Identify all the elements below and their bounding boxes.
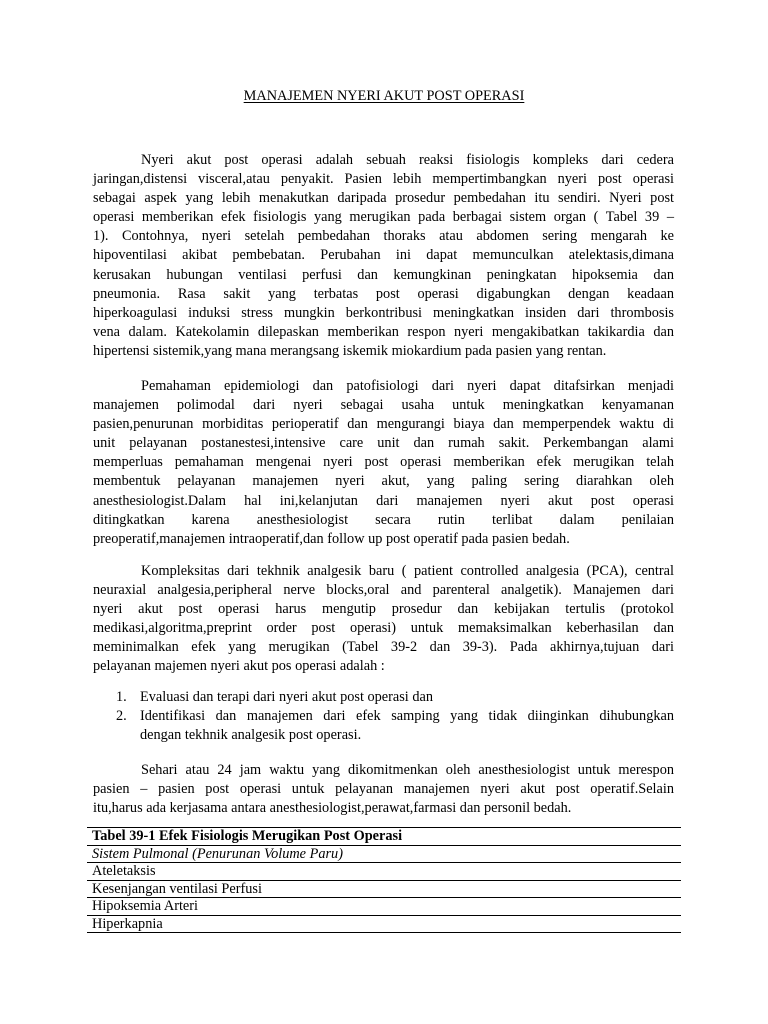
- table-row: [87, 880, 681, 898]
- table-title: Tabel 39-1 Efek Fisiologis Merugikan Post Operasi: [87, 828, 681, 846]
- paragraph-line: manajemen polimodal dari nyeri sebagai usaha untuk meningkatkan kenyamanan: [93, 397, 674, 414]
- paragraph-line: itu,harus ada kerjasama antara anesthesiologist,perawat,farmasi dan personil bedah.: [93, 800, 572, 817]
- goals-list: [116, 688, 674, 745]
- table-cell: Hipoksemia Arteri: [87, 898, 681, 916]
- list-number: 2.: [116, 708, 127, 725]
- table-cell: Hiperkapnia: [87, 915, 681, 933]
- list-item-line: dengan tekhnik analgesik post operasi.: [140, 727, 362, 744]
- paragraph-line: anesthesiologist.Dalam hal ini,kelanjutan dari manajemen nyeri akut post operasi: [93, 492, 674, 509]
- paragraph-line: membentuk pelayanan manajemen nyeri akut, yang paling sering diarahkan oleh: [93, 473, 674, 490]
- paragraph-line: medikasi,algoritma,preprint order post operasi) untuk memaksimalkan keberhasilan dan: [93, 620, 674, 637]
- paragraph-line: pelayanan majemen nyeri akut pos operasi adalah :: [93, 658, 385, 675]
- paragraph-line: neuraxial analgesia,peripheral nerve blocks,oral and parenteral analgetik). Manajemen dari: [93, 582, 674, 599]
- list-number: 1.: [116, 689, 127, 705]
- paragraph-line: unit pelayanan postanestesi,intensive care unit dan rumah sakit. Perkembangan alami: [93, 435, 674, 452]
- paragraph-line: ditingkatkan karena anesthesiologist secara rutin terlibat dalam penilaian: [93, 511, 674, 528]
- paragraph-line: hipoventilasi akibat pembebatan. Perubahan ini dapat memunculkan atelektasis,dimana: [93, 247, 674, 264]
- paragraph-line: vena dalam. Katekolamin dilepaskan memberikan respon nyeri mengakibatkan takikardia dan: [93, 323, 674, 340]
- paragraph-line: hipertensi sistemik,yang mana merangsang iskemik miokardium pada pasien yang rentan.: [93, 342, 607, 359]
- paragraph-line: pasien,penurunan morbiditas perioperatif dan mengurangi biaya dan memperpendek waktu di: [93, 416, 674, 433]
- table-row: [87, 898, 681, 916]
- paragraph-2: [93, 377, 674, 549]
- paragraph-line: pasien – pasien post operasi untuk pelayanan manajemen nyeri akut post operatif.Selain: [93, 781, 674, 798]
- table-row: [87, 915, 681, 933]
- paragraph-line: 1). Contohnya, nyeri setelah pembedahan thoraks atau abdomen sering mengarah ke: [93, 228, 674, 245]
- paragraph-1: [93, 151, 674, 361]
- list-item: [116, 688, 674, 707]
- paragraph-line: jaringan,distensi visceral,atau penyakit. Pasien lebih mempertimbangkan nyeri post operasi: [93, 171, 674, 188]
- paragraph-line: Sehari atau 24 jam waktu yang dikomitmenkan oleh anesthesiologist untuk merespon: [141, 762, 674, 778]
- paragraph-line: operasi memberikan efek fisiologis yang merugikan pada berbagai sistem organ ( Tabel 39 –: [93, 209, 674, 226]
- paragraph-line: nyeri akut post operasi harus mengutip prosedur dan kebijakan tertulis (protokol: [93, 601, 674, 618]
- table-subheader-row: [87, 845, 681, 863]
- effects-table: [87, 827, 681, 933]
- list-item: [116, 707, 674, 745]
- list-item-line: Identifikasi dan manajemen dari efek samping yang tidak diinginkan dihubungkan: [140, 708, 674, 725]
- paragraph-4: [93, 761, 674, 818]
- paragraph-line: pneumonia. Rasa sakit yang terbatas post operasi digabungkan dengan keadaan: [93, 285, 674, 302]
- document-title: MANAJEMEN NYERI AKUT POST OPERASI: [243, 88, 525, 104]
- list-item-line: Evaluasi dan terapi dari nyeri akut post operasi dan: [140, 689, 433, 705]
- paragraph-line: kerusakan hubungan ventilasi perfusi dan kemungkinan peningkatan hipoksemia dan: [93, 266, 674, 283]
- table-cell: Kesenjangan ventilasi Perfusi: [87, 880, 681, 898]
- paragraph-line: sebagai aspek yang lebih menakutkan daripada prosedur pembedahan itu sendiri. Nyeri post: [93, 190, 674, 207]
- paragraph-line: Pemahaman epidemiologi dan patofisiologi dari nyeri dapat ditafsirkan menjadi: [141, 378, 674, 394]
- table-subheader: Sistem Pulmonal (Penurunan Volume Paru): [87, 845, 681, 863]
- table-row: [87, 863, 681, 881]
- table-cell: Ateletaksis: [87, 863, 681, 881]
- paragraph-line: Nyeri akut post operasi adalah sebuah reaksi fisiologis kompleks dari cedera: [141, 152, 674, 168]
- paragraph-line: memperluas pemahaman mengenai nyeri post operasi memberikan efek merugikan telah: [93, 454, 674, 471]
- paragraph-line: Kompleksitas dari tekhnik analgesik baru ( patient controlled analgesia (PCA), central: [141, 563, 674, 579]
- paragraph-line: meminimalkan efek yang merugikan (Tabel 39-2 dan 39-3). Pada akhirnya,tujuan dari: [93, 639, 674, 656]
- table-header-row: [87, 828, 681, 846]
- paragraph-line: preoperatif,manajemen intraoperatif,dan follow up post operatif pada pasien bedah.: [93, 530, 570, 547]
- paragraph-3: [93, 562, 674, 677]
- paragraph-line: hiperkoagulasi induksi stress mungkin berkontribusi meningkatkan insiden dari thrombosis: [93, 304, 674, 321]
